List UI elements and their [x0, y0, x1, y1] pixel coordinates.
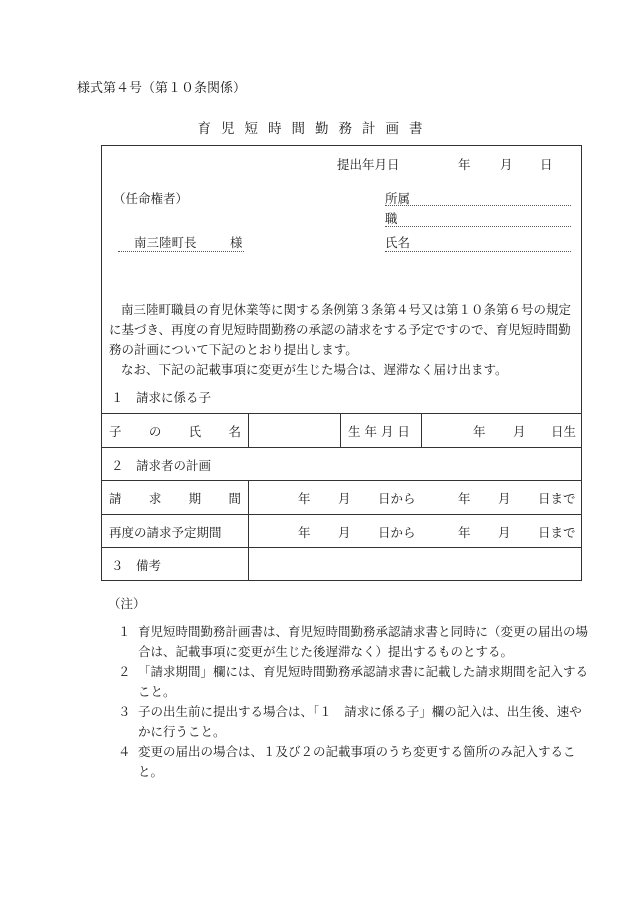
period-from-year: 年	[298, 491, 311, 506]
notes	[108, 594, 588, 782]
table-vline	[340, 413, 341, 447]
affiliation-field[interactable]	[385, 205, 571, 206]
request-period-label: 請 求 期 間	[109, 491, 241, 506]
statement-body	[109, 300, 579, 380]
addressee-underline	[118, 251, 244, 252]
period-to-year: 年	[458, 491, 471, 506]
section2-heading: ２ 請求者の計画	[111, 458, 212, 473]
name-field[interactable]	[385, 251, 571, 252]
repeat-from-day: 日から	[378, 525, 416, 540]
table-vline	[421, 413, 422, 447]
statement-paragraph-2: なお、下記の記載事項に変更が生じた場合は、遅滞なく届け出ます。	[121, 362, 508, 377]
table-line	[101, 447, 582, 448]
repeat-from-year: 年	[298, 525, 311, 540]
note-item: ２ 「請求期間」欄には、育児短時間勤務承認請求書に記載した請求期間を記入すること。	[118, 664, 589, 699]
repeat-period-label: 再度の請求予定期間	[109, 525, 222, 540]
name-label: 氏名	[385, 235, 411, 250]
child-name-field[interactable]	[250, 415, 338, 445]
submission-year-label: 年	[458, 157, 471, 172]
period-from-month: 月	[338, 491, 351, 506]
position-field[interactable]	[385, 226, 571, 227]
section1-heading: １ 請求に係る子	[111, 390, 212, 405]
child-name-label: 子 の 氏 名	[109, 424, 241, 439]
submission-date-label: 提出年月日	[337, 157, 400, 172]
repeat-to-year: 年	[458, 525, 471, 540]
submission-month-label: 月	[500, 157, 513, 172]
appointer-label: （任命権者）	[113, 191, 189, 206]
remarks-field[interactable]	[250, 549, 580, 579]
statement-paragraph-1: 南三陸町職員の育児休業等に関する条例第３条第４号又は第１０条第６号の規定に基づき、再度の育児短時間勤務の承認の請求をする予定ですので、育児短時間勤務の計画について下記のとおり提出します。	[109, 302, 572, 357]
period-to-day: 日まで	[538, 491, 576, 506]
table-line	[101, 547, 582, 548]
repeat-to-day: 日まで	[538, 525, 576, 540]
note-item: ３ 子の出生前に提出する場合は、「１ 請求に係る子」欄の記入は、出生後、速やかに行うこと。	[118, 704, 582, 739]
table-line	[101, 413, 582, 414]
birthdate-label: 生 年 月 日	[348, 424, 410, 439]
period-from-day: 日から	[378, 491, 416, 506]
table-line	[101, 480, 582, 481]
form-number: 様式第４号（第１０条関係）	[77, 81, 247, 96]
birth-month-label: 月	[513, 424, 526, 439]
table-line	[101, 514, 582, 515]
period-to-month: 月	[498, 491, 511, 506]
addressee-suffix: 様	[230, 235, 243, 250]
repeat-to-month: 月	[498, 525, 511, 540]
note-item: １ 育児短時間勤務計画書は、育児短時間勤務承認請求書と同時に（変更の届出の場合は、記載事項に変更が生じた後遅滞なく）提出するものとする。	[118, 624, 589, 659]
birth-day-label: 日生	[551, 424, 577, 439]
notes-label: （注）	[108, 596, 146, 611]
position-label: 職	[385, 211, 398, 226]
addressee: 南三陸町長	[134, 235, 197, 250]
submission-day-label: 日	[540, 157, 553, 172]
table-vline	[248, 480, 249, 581]
note-item: ４ 変更の届出の場合は、１及び２の記載事項のうち変更する箇所のみ記入すること。	[118, 744, 576, 779]
birth-year-label: 年	[473, 424, 486, 439]
section3-heading: ３ 備考	[111, 558, 162, 573]
page-title: 育児短時間勤務計画書	[197, 121, 433, 137]
table-vline	[248, 413, 249, 447]
repeat-from-month: 月	[338, 525, 351, 540]
affiliation-label: 所属	[385, 191, 411, 206]
